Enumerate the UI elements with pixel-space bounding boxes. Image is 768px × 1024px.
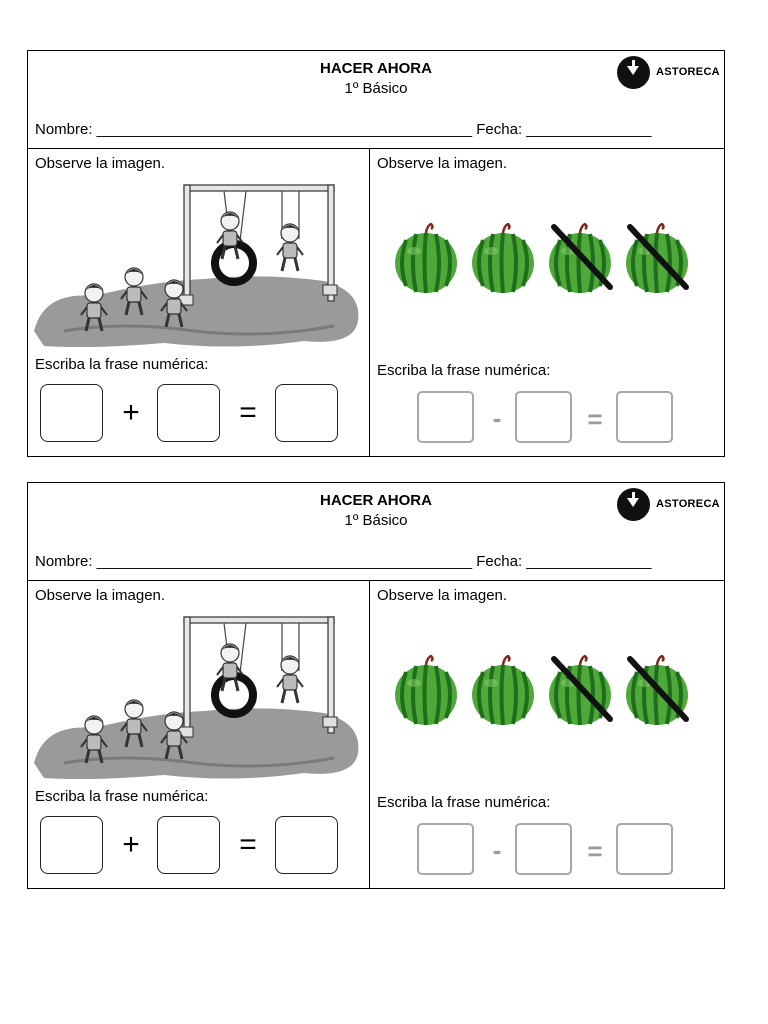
watermelon-illustration — [390, 223, 695, 298]
equals-operator: = — [587, 836, 603, 866]
pencil-icon — [617, 56, 650, 89]
worksheet-title: HACER AHORA — [320, 60, 432, 77]
number-sentence-prompt: Escriba la frase numérica: — [377, 362, 551, 379]
observe-label: Observe la imagen. — [35, 155, 166, 172]
number-sentence-prompt: Escriba la frase numérica: — [377, 794, 551, 811]
astoreca-logo — [617, 488, 720, 522]
observe-label: Observe la imagen. — [377, 587, 508, 604]
equals-operator: = — [587, 404, 603, 434]
answer-box-1[interactable] — [40, 384, 103, 442]
observe-label: Observe la imagen. — [377, 155, 508, 172]
astoreca-logo — [617, 56, 720, 90]
answer-box-2[interactable] — [515, 391, 572, 443]
answer-box-1[interactable] — [417, 823, 474, 875]
number-sentence-prompt: Escriba la frase numérica: — [35, 356, 209, 373]
logo-text: ASTORECA — [656, 66, 720, 78]
subtraction-panel — [370, 148, 725, 457]
grade-label: 1º Básico — [344, 80, 408, 97]
grade-label: 1º Básico — [344, 512, 408, 529]
answer-box-2[interactable] — [515, 823, 572, 875]
addition-panel — [28, 148, 369, 457]
watermelon-icon — [395, 224, 457, 293]
answer-box-result[interactable] — [616, 823, 673, 875]
name-date-line: Nombre: _____________________________________________ Fecha: _______________ — [35, 121, 652, 138]
pencil-icon — [617, 488, 650, 521]
watermelon-icon — [395, 656, 457, 725]
answer-box-result[interactable] — [275, 816, 338, 874]
equals-operator: = — [239, 396, 257, 429]
answer-box-result[interactable] — [616, 391, 673, 443]
number-sentence-prompt: Escriba la frase numérica: — [35, 788, 209, 805]
plus-operator: + — [122, 828, 140, 861]
watermelon-icon — [472, 656, 534, 725]
subtraction-panel — [370, 580, 725, 889]
answer-box-2[interactable] — [157, 384, 220, 442]
answer-box-result[interactable] — [275, 384, 338, 442]
worksheet-header — [28, 51, 724, 149]
playground-illustration — [34, 613, 362, 783]
minus-operator: - — [492, 835, 502, 865]
watermelon-illustration — [390, 655, 695, 730]
playground-illustration — [34, 181, 362, 351]
answer-box-2[interactable] — [157, 816, 220, 874]
minus-operator: - — [492, 403, 502, 433]
worksheet-card — [27, 50, 725, 457]
addition-panel — [28, 580, 369, 889]
plus-operator: + — [122, 396, 140, 429]
equals-operator: = — [239, 828, 257, 861]
worksheet-card — [27, 482, 725, 889]
watermelon-icon — [472, 224, 534, 293]
answer-box-1[interactable] — [40, 816, 103, 874]
observe-label: Observe la imagen. — [35, 587, 166, 604]
logo-text: ASTORECA — [656, 498, 720, 510]
answer-box-1[interactable] — [417, 391, 474, 443]
worksheet-title: HACER AHORA — [320, 492, 432, 509]
name-date-line: Nombre: _____________________________________________ Fecha: _______________ — [35, 553, 652, 570]
worksheet-header — [28, 483, 724, 581]
